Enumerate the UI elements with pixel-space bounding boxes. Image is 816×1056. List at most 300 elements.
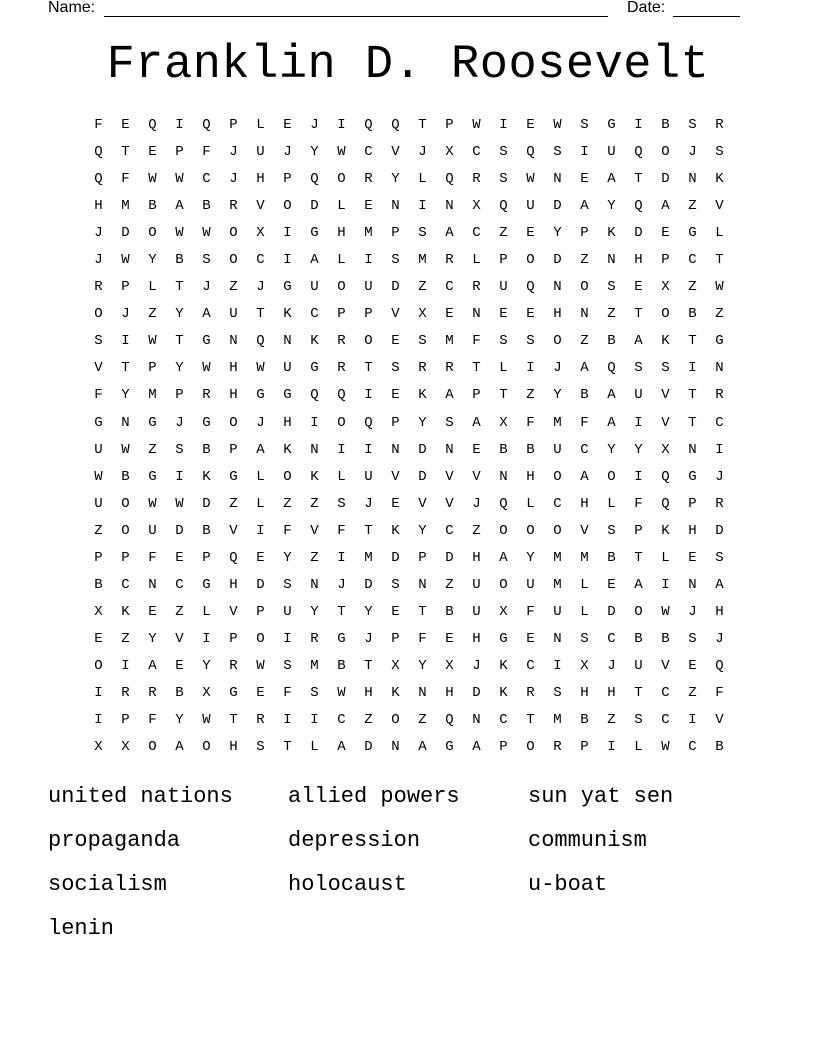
- grid-letter: I: [418, 198, 427, 215]
- grid-letter: D: [607, 603, 616, 620]
- grid-letter: I: [283, 712, 292, 729]
- grid-letter: I: [499, 117, 508, 133]
- grid-letter: S: [580, 117, 589, 133]
- grid-letter: B: [526, 441, 535, 458]
- grid-letter: C: [688, 739, 697, 756]
- grid-letter: C: [202, 171, 211, 188]
- grid-letter: H: [229, 387, 238, 404]
- grid-letter: E: [526, 117, 535, 133]
- grid-letter: N: [391, 198, 400, 215]
- grid-letter: G: [445, 739, 454, 756]
- grid-letter: T: [121, 144, 130, 161]
- grid-letter: H: [229, 360, 238, 377]
- grid-letter: B: [715, 739, 724, 756]
- grid-letter: S: [202, 252, 211, 269]
- grid-row: [85, 518, 733, 545]
- grid-letter: U: [94, 441, 103, 458]
- grid-letter: X: [418, 306, 427, 323]
- grid-letter: L: [337, 198, 346, 215]
- grid-letter: E: [391, 495, 400, 512]
- grid-letter: L: [337, 468, 346, 485]
- grid-letter: Z: [283, 495, 292, 512]
- grid-letter: I: [337, 117, 346, 133]
- grid-letter: S: [553, 684, 562, 701]
- grid-letter: B: [202, 441, 211, 458]
- grid-letter: Q: [148, 117, 157, 133]
- grid-letter: M: [553, 712, 562, 729]
- grid-letter: F: [202, 144, 211, 161]
- grid-letter: D: [661, 171, 670, 188]
- grid-letter: U: [148, 522, 157, 539]
- grid-row: [85, 274, 733, 301]
- grid-letter: J: [364, 630, 373, 647]
- grid-letter: T: [175, 333, 184, 350]
- grid-letter: U: [526, 576, 535, 593]
- grid-letter: O: [553, 468, 562, 485]
- grid-letter: M: [364, 225, 373, 242]
- grid-letter: I: [121, 333, 130, 350]
- word-list-item: depression: [288, 828, 421, 853]
- grid-letter: D: [418, 441, 427, 458]
- grid-letter: S: [256, 739, 265, 756]
- grid-letter: U: [553, 441, 562, 458]
- grid-letter: O: [337, 414, 346, 431]
- grid-letter: H: [337, 225, 346, 242]
- grid-row: [85, 545, 733, 572]
- grid-letter: P: [391, 414, 400, 431]
- grid-letter: S: [607, 522, 616, 539]
- grid-letter: R: [472, 171, 481, 188]
- grid-letter: J: [715, 468, 724, 485]
- grid-letter: Q: [607, 360, 616, 377]
- grid-letter: H: [580, 684, 589, 701]
- grid-letter: R: [337, 333, 346, 350]
- grid-letter: V: [229, 522, 238, 539]
- grid-letter: D: [715, 522, 724, 539]
- grid-letter: P: [229, 117, 238, 133]
- grid-row: [85, 382, 733, 409]
- grid-letter: S: [391, 252, 400, 269]
- grid-letter: S: [391, 576, 400, 593]
- grid-letter: T: [715, 252, 724, 269]
- grid-letter: I: [310, 414, 319, 431]
- grid-letter: Y: [283, 549, 292, 566]
- grid-letter: X: [661, 279, 670, 296]
- grid-letter: C: [445, 279, 454, 296]
- grid-letter: X: [472, 198, 481, 215]
- word-list-item: communism: [528, 828, 647, 853]
- grid-letter: R: [445, 360, 454, 377]
- grid-letter: G: [499, 630, 508, 647]
- grid-letter: Z: [94, 522, 103, 539]
- grid-letter: J: [94, 252, 103, 269]
- grid-letter: V: [418, 495, 427, 512]
- grid-row: [85, 707, 733, 734]
- grid-letter: S: [715, 144, 724, 161]
- grid-letter: W: [256, 360, 265, 377]
- grid-letter: B: [202, 522, 211, 539]
- grid-letter: T: [688, 414, 697, 431]
- grid-letter: P: [121, 279, 130, 296]
- grid-letter: A: [418, 739, 427, 756]
- grid-letter: W: [202, 360, 211, 377]
- grid-letter: K: [715, 171, 724, 188]
- grid-letter: O: [148, 739, 157, 756]
- grid-letter: Z: [472, 522, 481, 539]
- grid-letter: Y: [121, 387, 130, 404]
- grid-letter: J: [256, 414, 265, 431]
- grid-letter: L: [715, 225, 724, 242]
- date-label: Date:: [627, 0, 666, 16]
- grid-letter: A: [175, 198, 184, 215]
- grid-letter: I: [553, 657, 562, 674]
- grid-letter: F: [634, 495, 643, 512]
- grid-letter: I: [661, 576, 670, 593]
- grid-letter: L: [472, 252, 481, 269]
- grid-letter: A: [580, 198, 589, 215]
- grid-letter: Z: [445, 576, 454, 593]
- grid-letter: L: [418, 171, 427, 188]
- word-list-item: holocaust: [288, 872, 407, 897]
- grid-letter: Q: [499, 495, 508, 512]
- grid-letter: J: [607, 657, 616, 674]
- grid-letter: P: [472, 387, 481, 404]
- grid-letter: N: [553, 171, 562, 188]
- grid-letter: L: [202, 603, 211, 620]
- grid-letter: N: [445, 441, 454, 458]
- grid-letter: R: [364, 171, 373, 188]
- grid-letter: I: [634, 117, 643, 133]
- grid-letter: K: [310, 468, 319, 485]
- grid-letter: J: [175, 414, 184, 431]
- grid-letter: T: [688, 387, 697, 404]
- grid-letter: B: [580, 712, 589, 729]
- grid-letter: R: [715, 495, 724, 512]
- grid-letter: P: [688, 495, 697, 512]
- grid-letter: E: [256, 684, 265, 701]
- grid-letter: V: [661, 414, 670, 431]
- grid-letter: U: [229, 306, 238, 323]
- grid-letter: J: [715, 630, 724, 647]
- grid-letter: C: [661, 712, 670, 729]
- grid-letter: P: [94, 549, 103, 566]
- grid-letter: I: [634, 468, 643, 485]
- grid-letter: U: [553, 603, 562, 620]
- grid-letter: N: [553, 630, 562, 647]
- grid-letter: E: [94, 630, 103, 647]
- grid-letter: G: [310, 225, 319, 242]
- grid-letter: F: [337, 522, 346, 539]
- grid-letter: Q: [229, 549, 238, 566]
- grid-letter: W: [175, 225, 184, 242]
- grid-letter: T: [364, 657, 373, 674]
- grid-letter: R: [256, 712, 265, 729]
- grid-letter: R: [229, 198, 238, 215]
- grid-row: [85, 734, 733, 761]
- grid-letter: P: [337, 306, 346, 323]
- grid-letter: O: [526, 522, 535, 539]
- grid-letter: V: [94, 360, 103, 377]
- grid-letter: A: [634, 333, 643, 350]
- grid-letter: J: [94, 225, 103, 242]
- grid-letter: B: [499, 441, 508, 458]
- grid-letter: N: [580, 306, 589, 323]
- grid-letter: V: [256, 198, 265, 215]
- grid-letter: A: [445, 387, 454, 404]
- grid-letter: S: [94, 333, 103, 350]
- grid-letter: N: [229, 333, 238, 350]
- grid-letter: Y: [310, 144, 319, 161]
- grid-letter: Y: [310, 603, 319, 620]
- grid-letter: T: [526, 712, 535, 729]
- grid-letter: K: [391, 522, 400, 539]
- grid-letter: Z: [499, 225, 508, 242]
- grid-letter: Z: [148, 441, 157, 458]
- grid-letter: H: [445, 684, 454, 701]
- page-title: Franklin D. Roosevelt: [106, 39, 710, 92]
- grid-letter: A: [472, 739, 481, 756]
- grid-letter: L: [580, 603, 589, 620]
- grid-letter: Z: [418, 279, 427, 296]
- grid-letter: W: [337, 684, 346, 701]
- grid-letter: V: [472, 468, 481, 485]
- worksheet-header: [0, 0, 816, 20]
- grid-letter: L: [499, 360, 508, 377]
- grid-letter: T: [337, 603, 346, 620]
- grid-letter: M: [553, 576, 562, 593]
- grid-letter: Q: [94, 144, 103, 161]
- grid-letter: F: [94, 117, 103, 133]
- grid-letter: I: [634, 414, 643, 431]
- grid-letter: L: [661, 549, 670, 566]
- grid-letter: Z: [364, 712, 373, 729]
- grid-letter: W: [121, 252, 130, 269]
- word-list-item: propaganda: [48, 828, 181, 853]
- grid-letter: T: [283, 739, 292, 756]
- grid-letter: P: [148, 360, 157, 377]
- grid-letter: P: [364, 306, 373, 323]
- grid-letter: U: [526, 198, 535, 215]
- grid-letter: G: [283, 279, 292, 296]
- grid-row: [85, 653, 733, 680]
- grid-letter: Q: [445, 171, 454, 188]
- grid-letter: Y: [418, 414, 427, 431]
- grid-letter: N: [688, 171, 697, 188]
- grid-letter: E: [607, 576, 616, 593]
- grid-letter: I: [526, 360, 535, 377]
- word-list-item: sun yat sen: [528, 784, 674, 809]
- grid-letter: L: [256, 495, 265, 512]
- grid-letter: H: [256, 171, 265, 188]
- grid-letter: J: [337, 576, 346, 593]
- grid-letter: Y: [175, 712, 184, 729]
- grid-row: [85, 626, 733, 653]
- grid-letter: P: [499, 739, 508, 756]
- grid-letter: W: [202, 712, 211, 729]
- grid-letter: B: [175, 684, 184, 701]
- grid-letter: Y: [553, 225, 562, 242]
- grid-letter: A: [607, 387, 616, 404]
- grid-letter: V: [661, 657, 670, 674]
- grid-letter: C: [688, 252, 697, 269]
- grid-letter: S: [688, 117, 697, 133]
- grid-letter: I: [283, 252, 292, 269]
- grid-letter: J: [472, 657, 481, 674]
- grid-row: [85, 301, 733, 328]
- grid-letter: Q: [526, 144, 535, 161]
- grid-letter: H: [472, 549, 481, 566]
- grid-letter: J: [364, 495, 373, 512]
- grid-letter: Z: [607, 306, 616, 323]
- grid-letter: D: [634, 225, 643, 242]
- grid-letter: S: [553, 144, 562, 161]
- grid-letter: L: [256, 468, 265, 485]
- grid-row: [85, 410, 733, 437]
- grid-letter: I: [283, 630, 292, 647]
- grid-letter: E: [661, 225, 670, 242]
- grid-letter: J: [310, 117, 319, 133]
- grid-row: [85, 247, 733, 274]
- grid-letter: U: [364, 468, 373, 485]
- grid-letter: G: [283, 387, 292, 404]
- grid-letter: B: [202, 198, 211, 215]
- grid-letter: O: [526, 252, 535, 269]
- grid-letter: P: [121, 712, 130, 729]
- grid-row: [85, 328, 733, 355]
- grid-letter: Y: [418, 657, 427, 674]
- grid-letter: T: [121, 360, 130, 377]
- grid-letter: Y: [364, 603, 373, 620]
- grid-letter: Y: [418, 522, 427, 539]
- grid-letter: B: [634, 630, 643, 647]
- grid-letter: V: [580, 522, 589, 539]
- grid-letter: L: [337, 252, 346, 269]
- grid-letter: B: [445, 603, 454, 620]
- grid-letter: A: [607, 171, 616, 188]
- grid-letter: C: [499, 712, 508, 729]
- grid-letter: I: [688, 360, 697, 377]
- grid-letter: I: [202, 630, 211, 647]
- grid-letter: C: [445, 522, 454, 539]
- grid-letter: Z: [607, 712, 616, 729]
- grid-letter: I: [94, 684, 103, 701]
- grid-letter: T: [688, 333, 697, 350]
- grid-letter: Q: [499, 198, 508, 215]
- grid-letter: S: [499, 171, 508, 188]
- grid-letter: K: [202, 468, 211, 485]
- grid-letter: D: [445, 549, 454, 566]
- grid-letter: Q: [202, 117, 211, 133]
- grid-letter: E: [580, 171, 589, 188]
- grid-letter: V: [175, 630, 184, 647]
- grid-letter: K: [283, 306, 292, 323]
- grid-letter: T: [634, 684, 643, 701]
- name-blank-line: [104, 16, 608, 17]
- grid-letter: H: [715, 603, 724, 620]
- grid-letter: X: [445, 144, 454, 161]
- grid-letter: U: [310, 279, 319, 296]
- grid-letter: E: [634, 279, 643, 296]
- grid-letter: O: [283, 468, 292, 485]
- grid-letter: D: [175, 522, 184, 539]
- grid-letter: O: [607, 468, 616, 485]
- grid-letter: N: [445, 198, 454, 215]
- grid-letter: I: [94, 712, 103, 729]
- grid-letter: D: [364, 739, 373, 756]
- grid-letter: O: [580, 279, 589, 296]
- grid-letter: R: [310, 630, 319, 647]
- grid-letter: Q: [391, 117, 400, 133]
- grid-letter: C: [121, 576, 130, 593]
- grid-letter: R: [337, 360, 346, 377]
- grid-letter: N: [391, 739, 400, 756]
- grid-letter: P: [418, 549, 427, 566]
- grid-letter: N: [607, 252, 616, 269]
- grid-letter: Q: [256, 333, 265, 350]
- grid-letter: Q: [445, 712, 454, 729]
- grid-letter: G: [337, 630, 346, 647]
- grid-letter: H: [364, 684, 373, 701]
- grid-letter: S: [175, 441, 184, 458]
- grid-letter: S: [418, 225, 427, 242]
- grid-row: [85, 220, 733, 247]
- grid-letter: T: [364, 360, 373, 377]
- grid-letter: N: [688, 576, 697, 593]
- grid-row: [85, 599, 733, 626]
- grid-letter: X: [256, 225, 265, 242]
- grid-letter: G: [256, 387, 265, 404]
- grid-letter: B: [94, 576, 103, 593]
- grid-row: [85, 355, 733, 382]
- grid-letter: T: [472, 360, 481, 377]
- grid-letter: L: [580, 576, 589, 593]
- word-list-item: allied powers: [288, 784, 460, 809]
- grid-letter: Z: [418, 712, 427, 729]
- grid-letter: E: [472, 441, 481, 458]
- grid-letter: E: [391, 603, 400, 620]
- grid-letter: G: [310, 360, 319, 377]
- grid-letter: I: [688, 712, 697, 729]
- grid-letter: X: [94, 739, 103, 756]
- grid-letter: C: [337, 712, 346, 729]
- grid-letter: E: [499, 306, 508, 323]
- grid-letter: G: [202, 576, 211, 593]
- grid-letter: N: [688, 441, 697, 458]
- grid-letter: W: [526, 171, 535, 188]
- grid-letter: X: [499, 603, 508, 620]
- grid-letter: Y: [607, 441, 616, 458]
- grid-letter: O: [661, 306, 670, 323]
- grid-letter: F: [580, 414, 589, 431]
- grid-letter: Q: [715, 657, 724, 674]
- grid-letter: K: [661, 333, 670, 350]
- grid-letter: O: [94, 657, 103, 674]
- grid-letter: S: [526, 333, 535, 350]
- grid-letter: I: [175, 468, 184, 485]
- letter-grid: [85, 112, 733, 761]
- grid-letter: Y: [634, 441, 643, 458]
- grid-letter: E: [526, 225, 535, 242]
- grid-letter: L: [148, 279, 157, 296]
- grid-letter: N: [310, 576, 319, 593]
- grid-letter: K: [283, 441, 292, 458]
- grid-letter: I: [364, 387, 373, 404]
- grid-letter: O: [553, 522, 562, 539]
- grid-letter: S: [283, 657, 292, 674]
- grid-letter: H: [229, 739, 238, 756]
- grid-letter: T: [256, 306, 265, 323]
- grid-letter: S: [499, 333, 508, 350]
